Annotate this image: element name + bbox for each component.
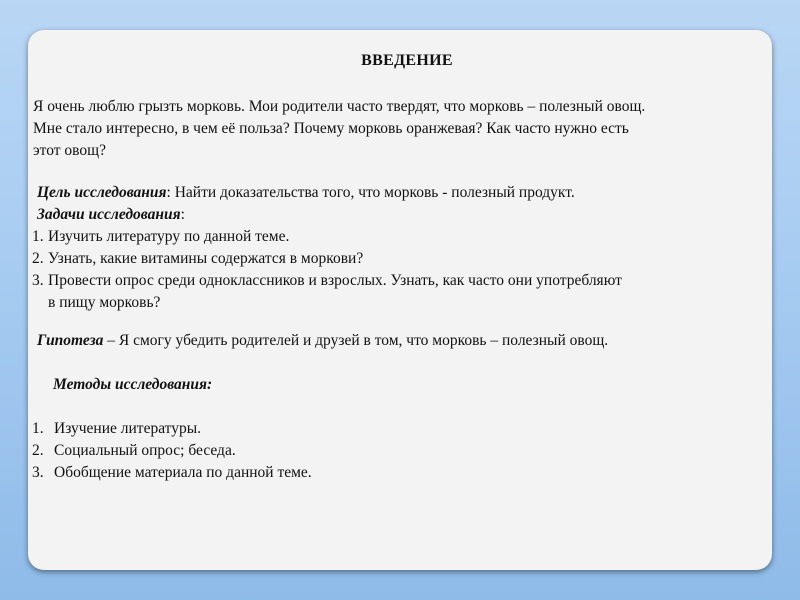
methods-list (32, 418, 312, 484)
task-item-2 (32, 248, 766, 270)
goal-line (32, 182, 766, 204)
task-number-2: 2. (32, 250, 44, 267)
method-text-2: Социальный опрос; беседа. (54, 442, 236, 459)
method-item-2 (32, 440, 312, 462)
intro-line-3: этот овощ? (33, 142, 106, 159)
task-number-3: 3. (32, 272, 44, 289)
task-text-2: Узнать, какие витамины содержатся в моркови? (48, 250, 364, 267)
method-item-1 (32, 418, 312, 440)
intro-paragraph (33, 96, 767, 162)
intro-line-1: Я очень люблю грызть морковь. Мои родители часто твердят, что морковь – полезный овощ. (33, 98, 646, 115)
method-number-3: 3. (32, 464, 44, 481)
tasks-suffix: : (180, 206, 185, 223)
task-text-3-line-1: Провести опрос среди одноклассников и взрослых. Узнать, как часто они употребляют (48, 272, 622, 289)
hypothesis-label: Гипотеза (37, 332, 104, 349)
method-text-1: Изучение литературы. (54, 420, 202, 437)
method-text-3: Обобщение материала по данной теме. (54, 464, 312, 481)
task-item-3 (32, 270, 766, 314)
tasks-label: Задачи исследования (37, 206, 181, 223)
method-number-2: 2. (32, 442, 44, 459)
slide-title: ВВЕДЕНИЕ (361, 52, 453, 69)
method-item-3 (32, 462, 312, 484)
task-text-3-line-2: в пищу морковь? (48, 294, 161, 311)
tasks-list (32, 226, 766, 314)
task-item-1 (32, 226, 766, 248)
research-section (32, 182, 766, 314)
hypothesis-line (37, 330, 608, 352)
task-number-1: 1. (32, 228, 44, 245)
slide-card (28, 30, 772, 570)
method-number-1: 1. (32, 420, 44, 437)
goal-text: : Найти доказательства того, что морковь - полезный продукт. (166, 184, 575, 201)
task-text-1: Изучить литературу по данной теме. (48, 228, 290, 245)
tasks-heading (32, 204, 766, 226)
hypothesis-text: – Я смогу убедить родителей и друзей в том, что морковь – полезный овощ. (103, 332, 609, 349)
intro-line-2: Мне стало интересно, в чем её польза? Почему морковь оранжевая? Как часто нужно есть (33, 120, 629, 137)
goal-label: Цель исследования (37, 184, 167, 201)
methods-heading: Методы исследования: (53, 376, 213, 393)
